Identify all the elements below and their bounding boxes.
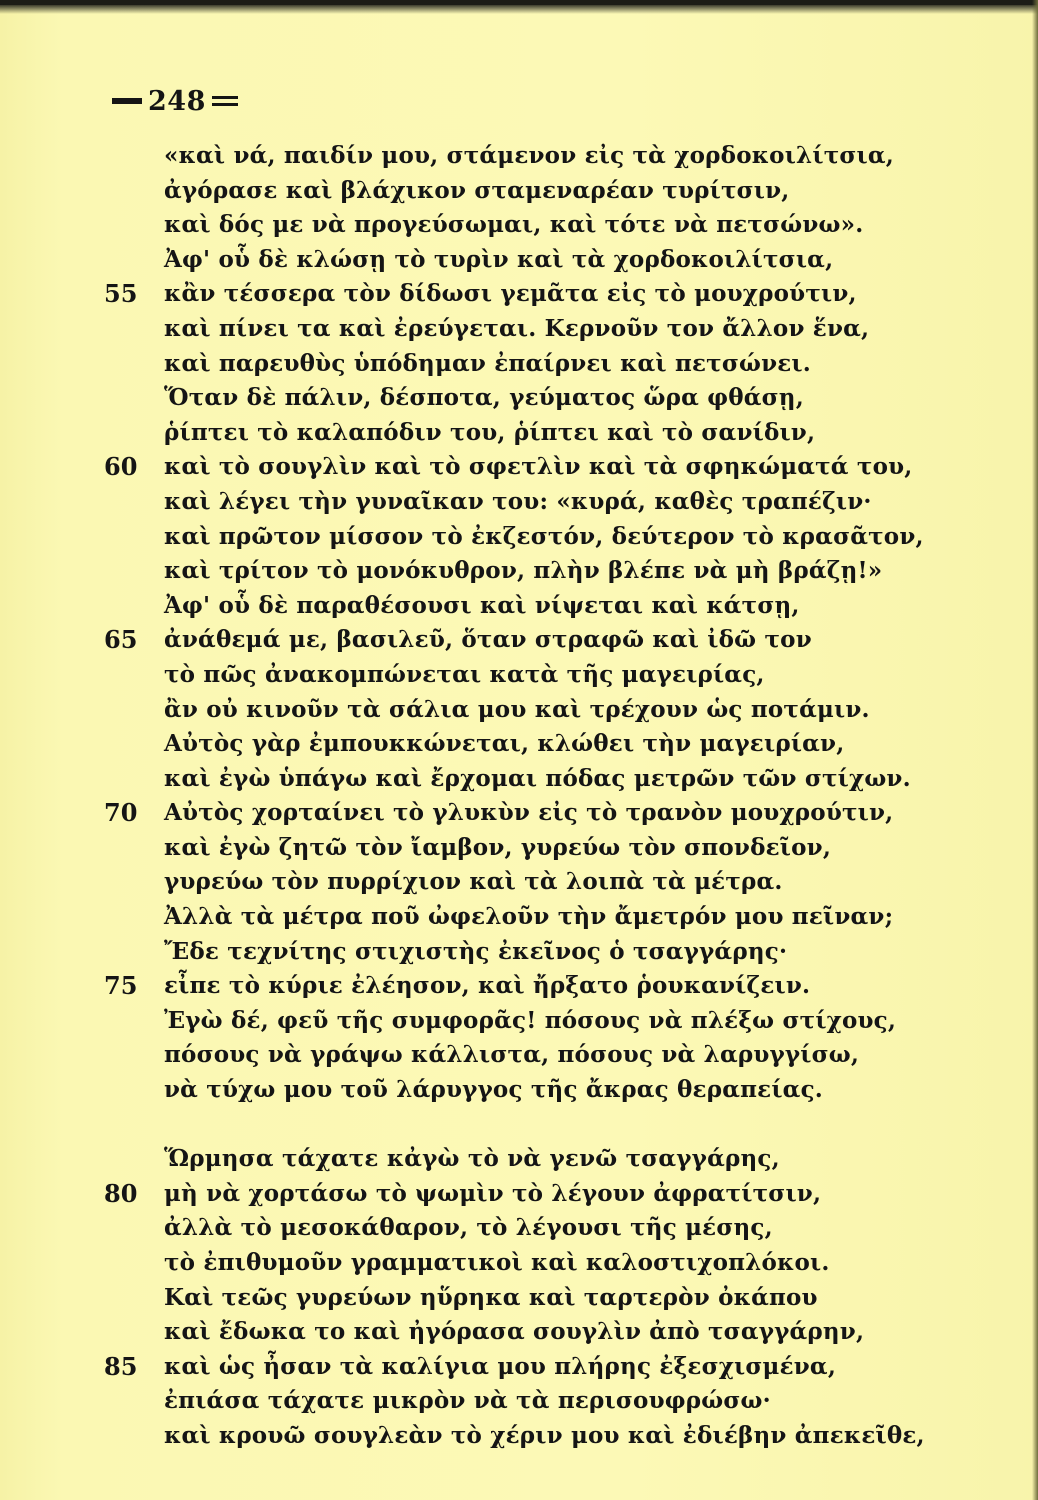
line-text: καὶ δός με νὰ προγεύσωμαι, καὶ τότε νὰ πετσώνω». (164, 211, 864, 239)
line-text: καὶ τρίτον τὸ μονόκυθρον, πλὴν βλέπε νὰ μὴ βράζῃ!» (164, 557, 883, 585)
scan-top-edge-line (0, 0, 1038, 5)
line-text: τὸ ἐπιθυμοῦν γραμματικοὶ καὶ καλοστιχοπλόκοι. (164, 1249, 830, 1276)
line-text: Ἔδε τεχνίτης στιχιστὴς ἐκεῖνος ὁ τσαγγάρης· (164, 937, 788, 965)
poem-line (0, 312, 1038, 347)
line-text: ῥίπτει τὸ καλαπόδιν του, ῥίπτει καὶ τὸ σανίδιν, (164, 418, 816, 446)
poem-line (0, 520, 1038, 555)
poem-line (0, 174, 1038, 209)
poem-line (0, 762, 1038, 797)
line-text: καὶ ἐγὼ ζητῶ τὸν ἴαμβον, γυρεύω τὸν σπονδεῖον, (164, 833, 832, 861)
poem-line (0, 450, 1038, 485)
poem-line (0, 1419, 1038, 1454)
line-number: 65 (104, 625, 138, 655)
poem-line (0, 900, 1038, 935)
poem-line (0, 139, 1038, 174)
scan-top-edge (0, 0, 1038, 14)
line-text: μὴ νὰ χορτάσω τὸ ψωμὶν τὸ λέγουν ἀφρατίτσιν, (164, 1179, 822, 1207)
line-number: 80 (104, 1178, 138, 1208)
line-text: Ἀφ' οὗ δὲ παραθέσουσι καὶ νίψεται καὶ κάτσῃ, (164, 591, 800, 619)
line-text: Καὶ τεῶς γυρεύων ηὕρηκα καὶ ταρτερὸν ὀκάπου (164, 1283, 818, 1311)
poem-line (0, 1004, 1038, 1039)
line-text: εἶπε τὸ κύριε ἐλέησον, καὶ ἤρξατο ῥουκανίζειν. (164, 972, 811, 1000)
poem-line (0, 727, 1038, 762)
line-text: καὶ κρουῶ σουγλεὰν τὸ χέριν μου καὶ ἐδιέβην ἀπεκεῖθε, (164, 1421, 925, 1449)
poem-line (0, 831, 1038, 866)
line-text: κἂν τέσσερα τὸν δίδωσι γεμᾶτα εἰς τὸ μουχρούτιν, (164, 280, 857, 308)
poem-line (0, 796, 1038, 831)
poem-line (0, 1246, 1038, 1281)
poem-line (0, 1177, 1038, 1212)
line-text: καὶ ἐγὼ ὑπάγω καὶ ἔρχομαι πόδας μετρῶν τῶν στίχων. (164, 764, 911, 792)
poem-line (0, 381, 1038, 416)
line-text: «καὶ νά, παιδίν μου, στάμενον εἰς τὰ χορδοκοιλίτσια, (164, 142, 894, 169)
poem-line (0, 623, 1038, 658)
poem-line (0, 208, 1038, 243)
line-text: ἀγόρασε καὶ βλάχικον σταμεναρέαν τυρίτσιν, (164, 176, 790, 204)
line-text: ἐπιάσα τάχατε μικρὸν νὰ τὰ περισουφρώσω· (164, 1387, 771, 1415)
header-dash-left (112, 98, 142, 104)
line-text: καὶ πρῶτον μίσσον τὸ ἐκζεστόν, δεύτερον τὸ κρασᾶτον, (164, 522, 924, 550)
poem-line (0, 865, 1038, 900)
line-text: ἀνάθεμά με, βασιλεῦ, ὅταν στραφῶ καὶ ἰδῶ τον (164, 626, 812, 654)
line-text: καὶ πίνει τα καὶ ἐρεύγεται. Κερνοῦν τον ἄλλον ἕνα, (164, 314, 870, 342)
poem-text (0, 139, 1038, 1454)
poem-line (0, 935, 1038, 970)
line-number: 75 (104, 971, 138, 1001)
poem-line (0, 969, 1038, 1004)
line-text: καὶ παρευθὺς ὑπόδημαν ἐπαίρνει καὶ πετσώνει. (164, 349, 811, 377)
line-text: Ὅταν δὲ πάλιν, δέσποτα, γεύματος ὥρα φθάσῃ, (164, 384, 804, 412)
line-text: καὶ ὡς ἦσαν τὰ καλίγια μου πλήρης ἐξεσχισμένα, (164, 1352, 837, 1380)
line-number: 60 (104, 452, 138, 482)
poem-line (0, 589, 1038, 624)
poem-line (0, 485, 1038, 520)
line-text: Ἐγὼ δέ, φεῦ τῆς συμφορᾶς! πόσους νὰ πλέξω στίχους, (164, 1006, 897, 1034)
line-number: 55 (104, 279, 138, 309)
line-text: καὶ λέγει τὴν γυναῖκαν του: «κυρά, καθὲς τραπέζιν· (164, 487, 872, 515)
poem-line (0, 277, 1038, 312)
line-text: Αὐτὸς χορταίνει τὸ γλυκὺν εἰς τὸ τρανὸν μουχρούτιν, (164, 799, 894, 827)
line-text: γυρεύω τὸν πυρρίχιον καὶ τὰ λοιπὰ τὰ μέτρα. (164, 868, 783, 896)
line-text: τὸ πῶς ἀνακομπώνεται κατὰ τῆς μαγειρίας, (164, 660, 765, 688)
line-text: Ὥρμησα τάχατε κἀγὼ τὸ νὰ γενῶ τσαγγάρης, (164, 1145, 780, 1173)
poem-line (0, 347, 1038, 382)
poem-line (0, 243, 1038, 278)
line-text: καὶ ἔδωκα το καὶ ἠγόρασα σουγλὶν ἀπὸ τσαγγάρην, (164, 1318, 865, 1346)
poem-line (0, 658, 1038, 693)
poem-line (0, 1384, 1038, 1419)
line-text: Αὐτὸς γὰρ ἐμπουκκώνεται, κλώθει τὴν μαγειρίαν, (164, 730, 845, 758)
line-text: καὶ τὸ σουγλὶν καὶ τὸ σφετλὶν καὶ τὰ σφηκώματά του, (164, 453, 913, 481)
poem-line (0, 1108, 1038, 1177)
poem-line (0, 693, 1038, 728)
page-number: 248 (148, 85, 206, 117)
page-header (112, 84, 238, 118)
poem-line (0, 1315, 1038, 1350)
poem-line (0, 1211, 1038, 1246)
poem-line (0, 1281, 1038, 1316)
line-text: νὰ τύχω μου τοῦ λάρυγγος τῆς ἄκρας θεραπείας. (164, 1076, 823, 1104)
line-text: πόσους νὰ γράψω κάλλιστα, πόσους νὰ λαρυγγίσω, (164, 1041, 860, 1069)
line-number: 70 (104, 798, 138, 828)
line-text: Ἀφ' οὗ δὲ κλώσῃ τὸ τυρὶν καὶ τὰ χορδοκοιλίτσια, (164, 245, 834, 273)
poem-line (0, 1038, 1038, 1073)
poem-line (0, 416, 1038, 451)
line-text: Ἀλλὰ τὰ μέτρα ποῦ ὠφελοῦν τὴν ἄμετρόν μου πεῖναν; (164, 903, 894, 931)
header-double-dash (212, 95, 238, 107)
poem-line (0, 554, 1038, 589)
line-text: ἀλλὰ τὸ μεσοκάθαρον, τὸ λέγουσι τῆς μέσης, (164, 1214, 773, 1242)
line-number: 85 (104, 1351, 138, 1381)
line-text: ἂν οὐ κινοῦν τὰ σάλια μου καὶ τρέχουν ὡς ποτάμιν. (164, 695, 870, 723)
poem-line (0, 1350, 1038, 1385)
poem-line (0, 1073, 1038, 1108)
